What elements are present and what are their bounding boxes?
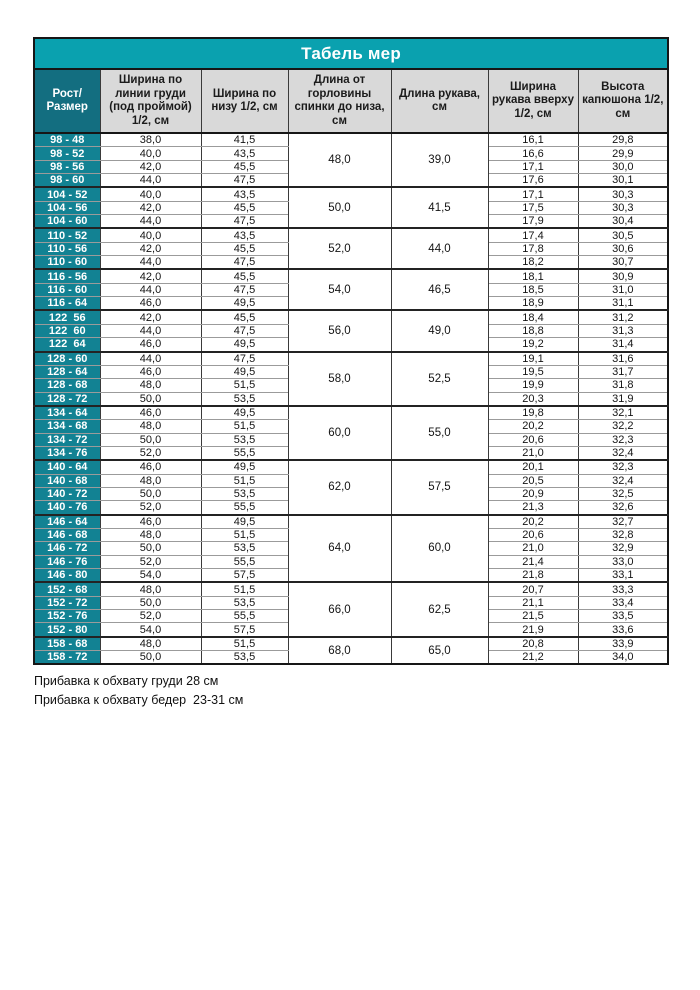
hood-height-cell: 32,4 bbox=[578, 446, 668, 460]
hood-height-cell: 30,3 bbox=[578, 187, 668, 201]
hood-height-cell: 33,9 bbox=[578, 637, 668, 651]
hem-width-cell: 45,5 bbox=[201, 201, 288, 214]
chest-width-cell: 42,0 bbox=[100, 269, 201, 283]
hem-width-cell: 43,5 bbox=[201, 187, 288, 201]
chest-width-cell: 44,0 bbox=[100, 283, 201, 296]
hem-width-cell: 53,5 bbox=[201, 487, 288, 500]
sleeve-top-width-cell: 17,8 bbox=[488, 242, 578, 255]
hem-width-cell: 49,5 bbox=[201, 515, 288, 529]
size-cell: 134 - 64 bbox=[34, 406, 100, 420]
hood-height-cell: 32,1 bbox=[578, 406, 668, 420]
size-cell: 128 - 72 bbox=[34, 392, 100, 406]
hood-height-cell: 31,6 bbox=[578, 352, 668, 366]
sleeve-top-width-cell: 17,6 bbox=[488, 174, 578, 188]
size-cell: 158 - 72 bbox=[34, 651, 100, 665]
chest-width-cell: 50,0 bbox=[100, 433, 201, 446]
size-cell: 146 - 64 bbox=[34, 515, 100, 529]
sleeve-length-cell: 49,0 bbox=[391, 310, 488, 351]
sleeve-top-width-cell: 18,5 bbox=[488, 283, 578, 296]
size-cell: 104 - 52 bbox=[34, 187, 100, 201]
hood-height-cell: 30,4 bbox=[578, 215, 668, 229]
sleeve-length-cell: 41,5 bbox=[391, 187, 488, 228]
hood-height-cell: 32,3 bbox=[578, 460, 668, 474]
chest-width-cell: 52,0 bbox=[100, 610, 201, 623]
hem-width-cell: 47,5 bbox=[201, 174, 288, 188]
size-cell: 98 - 60 bbox=[34, 174, 100, 188]
hem-width-cell: 51,5 bbox=[201, 582, 288, 596]
size-cell: 98 - 52 bbox=[34, 147, 100, 160]
hem-width-cell: 47,5 bbox=[201, 215, 288, 229]
hood-height-cell: 33,1 bbox=[578, 569, 668, 583]
size-cell: 146 - 76 bbox=[34, 555, 100, 568]
chest-width-cell: 48,0 bbox=[100, 528, 201, 541]
hood-height-cell: 34,0 bbox=[578, 651, 668, 665]
size-cell: 98 - 48 bbox=[34, 133, 100, 147]
hem-width-cell: 49,5 bbox=[201, 338, 288, 352]
size-cell: 140 - 76 bbox=[34, 501, 100, 515]
hood-height-cell: 31,7 bbox=[578, 365, 668, 378]
hem-width-cell: 53,5 bbox=[201, 542, 288, 555]
sleeve-top-width-cell: 20,7 bbox=[488, 582, 578, 596]
hem-width-cell: 51,5 bbox=[201, 420, 288, 433]
hood-height-cell: 33,3 bbox=[578, 582, 668, 596]
footnote-chest-ease: Прибавка к обхвату груди 28 см bbox=[34, 674, 219, 689]
chest-width-cell: 44,0 bbox=[100, 352, 201, 366]
title-row bbox=[34, 38, 668, 69]
chest-width-cell: 52,0 bbox=[100, 555, 201, 568]
hood-height-cell: 31,8 bbox=[578, 379, 668, 392]
hood-height-cell: 29,8 bbox=[578, 133, 668, 147]
measurement-table bbox=[33, 37, 669, 665]
column-header-hood-height: Высота капюшона 1/2, см bbox=[578, 69, 668, 133]
size-cell: 152 - 72 bbox=[34, 596, 100, 609]
size-cell: 128 - 68 bbox=[34, 379, 100, 392]
hem-width-cell: 49,5 bbox=[201, 297, 288, 311]
table-row bbox=[34, 637, 668, 651]
hood-height-cell: 32,5 bbox=[578, 487, 668, 500]
hood-height-cell: 32,4 bbox=[578, 474, 668, 487]
chest-width-cell: 44,0 bbox=[100, 256, 201, 270]
size-cell: 146 - 68 bbox=[34, 528, 100, 541]
chest-width-cell: 50,0 bbox=[100, 487, 201, 500]
sleeve-top-width-cell: 19,8 bbox=[488, 406, 578, 420]
chest-width-cell: 54,0 bbox=[100, 569, 201, 583]
hood-height-cell: 30,5 bbox=[578, 228, 668, 242]
sleeve-top-width-cell: 18,1 bbox=[488, 269, 578, 283]
sleeve-top-width-cell: 19,1 bbox=[488, 352, 578, 366]
sleeve-top-width-cell: 17,1 bbox=[488, 160, 578, 173]
sleeve-length-cell: 65,0 bbox=[391, 637, 488, 665]
size-cell: 146 - 72 bbox=[34, 542, 100, 555]
back-length-cell: 62,0 bbox=[288, 460, 391, 514]
size-cell: 152 - 80 bbox=[34, 623, 100, 637]
sleeve-length-cell: 62,5 bbox=[391, 582, 488, 636]
size-cell: 116 - 64 bbox=[34, 297, 100, 311]
table-row bbox=[34, 352, 668, 366]
size-cell: 104 - 56 bbox=[34, 201, 100, 214]
column-header-sleeve-length: Длина рукава, см bbox=[391, 69, 488, 133]
hem-width-cell: 53,5 bbox=[201, 651, 288, 665]
sleeve-top-width-cell: 20,2 bbox=[488, 515, 578, 529]
column-header-row bbox=[34, 69, 668, 133]
hood-height-cell: 33,0 bbox=[578, 555, 668, 568]
chest-width-cell: 46,0 bbox=[100, 297, 201, 311]
hem-width-cell: 55,5 bbox=[201, 501, 288, 515]
table-row bbox=[34, 406, 668, 420]
hem-width-cell: 55,5 bbox=[201, 610, 288, 623]
sleeve-top-width-cell: 21,1 bbox=[488, 596, 578, 609]
chest-width-cell: 46,0 bbox=[100, 460, 201, 474]
chest-width-cell: 48,0 bbox=[100, 379, 201, 392]
back-length-cell: 68,0 bbox=[288, 637, 391, 665]
sleeve-top-width-cell: 17,9 bbox=[488, 215, 578, 229]
size-cell: 140 - 72 bbox=[34, 487, 100, 500]
chest-width-cell: 54,0 bbox=[100, 623, 201, 637]
hood-height-cell: 30,3 bbox=[578, 201, 668, 214]
chest-width-cell: 50,0 bbox=[100, 542, 201, 555]
sleeve-top-width-cell: 19,9 bbox=[488, 379, 578, 392]
hood-height-cell: 32,2 bbox=[578, 420, 668, 433]
sleeve-top-width-cell: 20,6 bbox=[488, 528, 578, 541]
hood-height-cell: 30,9 bbox=[578, 269, 668, 283]
hem-width-cell: 47,5 bbox=[201, 256, 288, 270]
hood-height-cell: 31,9 bbox=[578, 392, 668, 406]
hem-width-cell: 49,5 bbox=[201, 406, 288, 420]
hem-width-cell: 55,5 bbox=[201, 446, 288, 460]
size-cell: 116 - 60 bbox=[34, 283, 100, 296]
sleeve-top-width-cell: 21,0 bbox=[488, 542, 578, 555]
hood-height-cell: 31,0 bbox=[578, 283, 668, 296]
table-row bbox=[34, 515, 668, 529]
chest-width-cell: 38,0 bbox=[100, 133, 201, 147]
hood-height-cell: 32,9 bbox=[578, 542, 668, 555]
sleeve-top-width-cell: 21,8 bbox=[488, 569, 578, 583]
hem-width-cell: 57,5 bbox=[201, 569, 288, 583]
column-header-chest-width: Ширина по линии груди (под проймой) 1/2, см bbox=[100, 69, 201, 133]
chest-width-cell: 42,0 bbox=[100, 160, 201, 173]
hood-height-cell: 32,7 bbox=[578, 515, 668, 529]
hem-width-cell: 47,5 bbox=[201, 324, 288, 337]
table-row bbox=[34, 582, 668, 596]
chest-width-cell: 52,0 bbox=[100, 446, 201, 460]
column-header-hem-width: Ширина по низу 1/2, см bbox=[201, 69, 288, 133]
back-length-cell: 48,0 bbox=[288, 133, 391, 187]
sleeve-top-width-cell: 20,6 bbox=[488, 433, 578, 446]
size-cell: 134 - 76 bbox=[34, 446, 100, 460]
chest-width-cell: 42,0 bbox=[100, 242, 201, 255]
sleeve-top-width-cell: 21,3 bbox=[488, 501, 578, 515]
back-length-cell: 66,0 bbox=[288, 582, 391, 636]
size-cell: 122 56 bbox=[34, 310, 100, 324]
sleeve-top-width-cell: 17,1 bbox=[488, 187, 578, 201]
sleeve-top-width-cell: 20,8 bbox=[488, 637, 578, 651]
sleeve-length-cell: 60,0 bbox=[391, 515, 488, 583]
hem-width-cell: 49,5 bbox=[201, 460, 288, 474]
hood-height-cell: 31,4 bbox=[578, 338, 668, 352]
back-length-cell: 52,0 bbox=[288, 228, 391, 269]
chest-width-cell: 44,0 bbox=[100, 174, 201, 188]
chest-width-cell: 50,0 bbox=[100, 651, 201, 665]
sleeve-top-width-cell: 16,6 bbox=[488, 147, 578, 160]
back-length-cell: 58,0 bbox=[288, 352, 391, 406]
sleeve-top-width-cell: 21,5 bbox=[488, 610, 578, 623]
hem-width-cell: 57,5 bbox=[201, 623, 288, 637]
hem-width-cell: 53,5 bbox=[201, 392, 288, 406]
size-cell: 122 64 bbox=[34, 338, 100, 352]
chest-width-cell: 42,0 bbox=[100, 201, 201, 214]
sleeve-top-width-cell: 20,3 bbox=[488, 392, 578, 406]
sleeve-top-width-cell: 20,1 bbox=[488, 460, 578, 474]
sleeve-length-cell: 55,0 bbox=[391, 406, 488, 460]
hem-width-cell: 53,5 bbox=[201, 433, 288, 446]
sleeve-top-width-cell: 20,9 bbox=[488, 487, 578, 500]
chest-width-cell: 46,0 bbox=[100, 515, 201, 529]
sleeve-top-width-cell: 17,5 bbox=[488, 201, 578, 214]
hem-width-cell: 51,5 bbox=[201, 474, 288, 487]
chest-width-cell: 50,0 bbox=[100, 392, 201, 406]
chest-width-cell: 42,0 bbox=[100, 310, 201, 324]
hood-height-cell: 32,8 bbox=[578, 528, 668, 541]
size-cell: 128 - 60 bbox=[34, 352, 100, 366]
hem-width-cell: 45,5 bbox=[201, 269, 288, 283]
chest-width-cell: 40,0 bbox=[100, 228, 201, 242]
hood-height-cell: 30,7 bbox=[578, 256, 668, 270]
hood-height-cell: 30,6 bbox=[578, 242, 668, 255]
sleeve-length-cell: 52,5 bbox=[391, 352, 488, 406]
hood-height-cell: 30,1 bbox=[578, 174, 668, 188]
sleeve-top-width-cell: 19,5 bbox=[488, 365, 578, 378]
hood-height-cell: 33,4 bbox=[578, 596, 668, 609]
size-cell: 134 - 72 bbox=[34, 433, 100, 446]
chest-width-cell: 44,0 bbox=[100, 324, 201, 337]
sleeve-top-width-cell: 18,4 bbox=[488, 310, 578, 324]
hem-width-cell: 45,5 bbox=[201, 310, 288, 324]
chest-width-cell: 48,0 bbox=[100, 582, 201, 596]
size-cell: 110 - 52 bbox=[34, 228, 100, 242]
sleeve-top-width-cell: 21,4 bbox=[488, 555, 578, 568]
size-cell: 146 - 80 bbox=[34, 569, 100, 583]
hood-height-cell: 32,6 bbox=[578, 501, 668, 515]
sleeve-top-width-cell: 21,2 bbox=[488, 651, 578, 665]
table-row bbox=[34, 187, 668, 201]
size-cell: 152 - 76 bbox=[34, 610, 100, 623]
chest-width-cell: 48,0 bbox=[100, 474, 201, 487]
hem-width-cell: 43,5 bbox=[201, 147, 288, 160]
hood-height-cell: 33,6 bbox=[578, 623, 668, 637]
hem-width-cell: 41,5 bbox=[201, 133, 288, 147]
hem-width-cell: 55,5 bbox=[201, 555, 288, 568]
size-cell: 116 - 56 bbox=[34, 269, 100, 283]
size-cell: 158 - 68 bbox=[34, 637, 100, 651]
hem-width-cell: 45,5 bbox=[201, 160, 288, 173]
chest-width-cell: 46,0 bbox=[100, 338, 201, 352]
table-row bbox=[34, 133, 668, 147]
table-title: Табель мер bbox=[34, 38, 668, 69]
sleeve-top-width-cell: 16,1 bbox=[488, 133, 578, 147]
sleeve-top-width-cell: 20,5 bbox=[488, 474, 578, 487]
hood-height-cell: 31,2 bbox=[578, 310, 668, 324]
hem-width-cell: 47,5 bbox=[201, 352, 288, 366]
chest-width-cell: 44,0 bbox=[100, 215, 201, 229]
table-row bbox=[34, 460, 668, 474]
sleeve-top-width-cell: 18,9 bbox=[488, 297, 578, 311]
hem-width-cell: 49,5 bbox=[201, 365, 288, 378]
size-cell: 128 - 64 bbox=[34, 365, 100, 378]
column-header-size: Рост/ Размер bbox=[34, 69, 100, 133]
footnotes bbox=[34, 672, 700, 709]
footnote-hip-ease: Прибавка к обхвату бедер 23-31 см bbox=[34, 692, 244, 707]
hood-height-cell: 33,5 bbox=[578, 610, 668, 623]
size-table-body bbox=[34, 133, 668, 664]
sleeve-top-width-cell: 21,9 bbox=[488, 623, 578, 637]
hood-height-cell: 31,1 bbox=[578, 297, 668, 311]
hem-width-cell: 51,5 bbox=[201, 528, 288, 541]
size-cell: 98 - 56 bbox=[34, 160, 100, 173]
hem-width-cell: 47,5 bbox=[201, 283, 288, 296]
table-row bbox=[34, 228, 668, 242]
size-cell: 152 - 68 bbox=[34, 582, 100, 596]
size-cell: 140 - 64 bbox=[34, 460, 100, 474]
sleeve-top-width-cell: 17,4 bbox=[488, 228, 578, 242]
hood-height-cell: 31,3 bbox=[578, 324, 668, 337]
chest-width-cell: 48,0 bbox=[100, 637, 201, 651]
hem-width-cell: 43,5 bbox=[201, 228, 288, 242]
back-length-cell: 64,0 bbox=[288, 515, 391, 583]
chest-width-cell: 46,0 bbox=[100, 365, 201, 378]
size-cell: 104 - 60 bbox=[34, 215, 100, 229]
hem-width-cell: 45,5 bbox=[201, 242, 288, 255]
back-length-cell: 54,0 bbox=[288, 269, 391, 310]
hood-height-cell: 32,3 bbox=[578, 433, 668, 446]
back-length-cell: 56,0 bbox=[288, 310, 391, 351]
column-header-sleeve-top-width: Ширина рукава вверху 1/2, см bbox=[488, 69, 578, 133]
hood-height-cell: 30,0 bbox=[578, 160, 668, 173]
chest-width-cell: 48,0 bbox=[100, 420, 201, 433]
column-header-back-length: Длина от горловины спинки до низа, см bbox=[288, 69, 391, 133]
chest-width-cell: 40,0 bbox=[100, 187, 201, 201]
back-length-cell: 50,0 bbox=[288, 187, 391, 228]
back-length-cell: 60,0 bbox=[288, 406, 391, 460]
sleeve-top-width-cell: 18,8 bbox=[488, 324, 578, 337]
size-cell: 110 - 56 bbox=[34, 242, 100, 255]
size-cell: 110 - 60 bbox=[34, 256, 100, 270]
sleeve-length-cell: 44,0 bbox=[391, 228, 488, 269]
sleeve-top-width-cell: 21,0 bbox=[488, 446, 578, 460]
chest-width-cell: 52,0 bbox=[100, 501, 201, 515]
hood-height-cell: 29,9 bbox=[578, 147, 668, 160]
sleeve-top-width-cell: 20,2 bbox=[488, 420, 578, 433]
hem-width-cell: 53,5 bbox=[201, 596, 288, 609]
size-cell: 134 - 68 bbox=[34, 420, 100, 433]
chest-width-cell: 46,0 bbox=[100, 406, 201, 420]
sleeve-length-cell: 46,5 bbox=[391, 269, 488, 310]
chest-width-cell: 50,0 bbox=[100, 596, 201, 609]
sleeve-length-cell: 39,0 bbox=[391, 133, 488, 187]
sleeve-top-width-cell: 19,2 bbox=[488, 338, 578, 352]
size-cell: 140 - 68 bbox=[34, 474, 100, 487]
size-cell: 122 60 bbox=[34, 324, 100, 337]
table-row bbox=[34, 269, 668, 283]
sleeve-length-cell: 57,5 bbox=[391, 460, 488, 514]
sleeve-top-width-cell: 18,2 bbox=[488, 256, 578, 270]
chest-width-cell: 40,0 bbox=[100, 147, 201, 160]
table-row bbox=[34, 310, 668, 324]
hem-width-cell: 51,5 bbox=[201, 637, 288, 651]
hem-width-cell: 51,5 bbox=[201, 379, 288, 392]
